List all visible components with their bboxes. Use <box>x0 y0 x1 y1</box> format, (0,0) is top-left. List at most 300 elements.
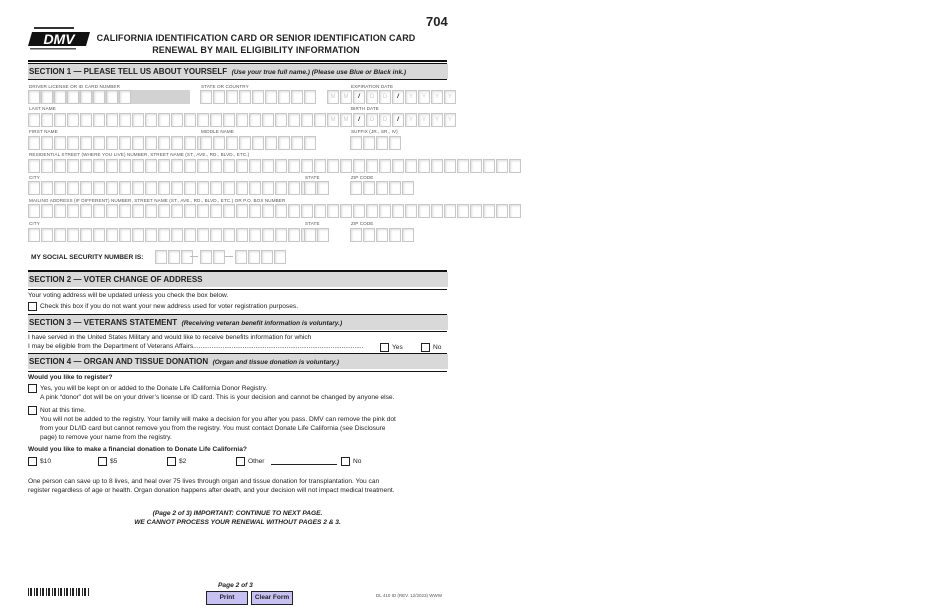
input-cell[interactable] <box>249 181 261 195</box>
ssn-part-1-input[interactable] <box>155 250 194 264</box>
input-cell[interactable] <box>301 159 313 173</box>
input-cell[interactable] <box>288 204 300 218</box>
input-cell[interactable] <box>93 159 105 173</box>
input-cell[interactable] <box>275 159 287 173</box>
input-cell[interactable] <box>376 228 388 242</box>
input-cell[interactable] <box>145 159 157 173</box>
input-cell[interactable] <box>376 136 388 150</box>
input-cell[interactable]: / <box>392 90 404 104</box>
state-country-input[interactable] <box>200 90 317 104</box>
input-cell[interactable]: Y <box>431 90 443 104</box>
input-cell[interactable] <box>457 204 469 218</box>
divider <box>28 331 447 332</box>
input-cell[interactable] <box>366 204 378 218</box>
veterans-yes-checkbox[interactable] <box>380 343 389 352</box>
input-cell[interactable] <box>171 228 183 242</box>
input-cell[interactable] <box>223 181 235 195</box>
zip-input[interactable] <box>350 181 415 195</box>
input-cell[interactable] <box>275 113 287 127</box>
input-cell[interactable] <box>41 113 53 127</box>
input-cell[interactable] <box>184 228 196 242</box>
input-cell[interactable] <box>132 181 144 195</box>
input-cell[interactable] <box>54 90 66 104</box>
input-cell[interactable]: Y <box>444 113 456 127</box>
middle-name-input[interactable] <box>200 136 317 150</box>
input-cell[interactable] <box>350 136 362 150</box>
input-cell[interactable] <box>155 250 167 264</box>
print-button[interactable]: Print <box>206 591 248 605</box>
input-cell[interactable] <box>496 204 508 218</box>
input-cell[interactable] <box>54 181 66 195</box>
divider <box>28 289 447 290</box>
dash <box>190 256 198 257</box>
input-cell[interactable] <box>262 113 274 127</box>
input-cell[interactable] <box>444 204 456 218</box>
donation-no-checkbox[interactable] <box>341 457 350 466</box>
first-name-input[interactable] <box>28 136 210 150</box>
input-cell[interactable]: D <box>366 90 378 104</box>
input-cell[interactable] <box>363 228 375 242</box>
input-cell[interactable] <box>223 113 235 127</box>
input-cell[interactable] <box>119 181 131 195</box>
input-cell[interactable] <box>171 204 183 218</box>
input-cell[interactable] <box>119 204 131 218</box>
ssn-part-2-input[interactable] <box>200 250 226 264</box>
input-cell[interactable] <box>291 90 303 104</box>
input-cell[interactable] <box>119 136 131 150</box>
donor-yes-checkbox[interactable] <box>28 384 37 393</box>
input-cell[interactable] <box>252 136 264 150</box>
input-cell[interactable]: Y <box>418 113 430 127</box>
input-cell[interactable] <box>54 228 66 242</box>
input-cell[interactable] <box>132 228 144 242</box>
input-cell[interactable] <box>392 204 404 218</box>
donor-not-now-detail-1: You will not be added to the registry. Your family will make a decision for you after you pass. DMV can remove the pink dot <box>40 416 396 423</box>
donor-not-now-checkbox[interactable] <box>28 406 37 415</box>
input-cell[interactable] <box>265 90 277 104</box>
donation-2-option[interactable] <box>167 457 186 466</box>
dl-number-input[interactable] <box>28 90 132 104</box>
input-cell[interactable] <box>350 228 362 242</box>
veterans-no-checkbox[interactable] <box>421 343 430 352</box>
input-cell[interactable] <box>80 90 92 104</box>
input-cell[interactable] <box>405 159 417 173</box>
input-cell[interactable] <box>301 113 313 127</box>
input-cell[interactable] <box>54 204 66 218</box>
input-cell[interactable] <box>197 181 209 195</box>
input-cell[interactable] <box>158 159 170 173</box>
dash <box>225 256 233 257</box>
input-cell[interactable] <box>389 228 401 242</box>
donation-2-label: $2 <box>179 458 187 465</box>
input-cell[interactable] <box>278 136 290 150</box>
input-cell[interactable] <box>288 113 300 127</box>
birth-date-label: BIRTH DATE <box>351 106 379 111</box>
input-cell[interactable] <box>350 181 362 195</box>
input-cell[interactable] <box>274 250 286 264</box>
input-cell[interactable] <box>248 250 260 264</box>
input-cell[interactable] <box>483 204 495 218</box>
input-cell[interactable] <box>145 136 157 150</box>
input-cell[interactable] <box>236 159 248 173</box>
input-cell[interactable] <box>317 181 329 195</box>
input-cell[interactable] <box>509 159 521 173</box>
input-cell[interactable] <box>288 228 300 242</box>
mailing-state-label: STATE <box>305 221 320 226</box>
input-cell[interactable] <box>236 228 248 242</box>
input-cell[interactable] <box>106 113 118 127</box>
input-cell[interactable] <box>184 159 196 173</box>
input-cell[interactable] <box>275 204 287 218</box>
input-cell[interactable] <box>28 136 40 150</box>
input-cell[interactable] <box>340 159 352 173</box>
voter-opt-out-option[interactable] <box>28 302 298 311</box>
input-cell[interactable] <box>145 181 157 195</box>
input-cell[interactable] <box>226 136 238 150</box>
input-cell[interactable] <box>236 204 248 218</box>
input-cell[interactable] <box>54 136 66 150</box>
donation-no-option[interactable] <box>341 457 361 466</box>
veterans-no-option[interactable] <box>421 343 441 352</box>
input-cell[interactable] <box>509 204 521 218</box>
input-cell[interactable] <box>184 113 196 127</box>
input-cell[interactable] <box>106 159 118 173</box>
input-cell[interactable] <box>67 204 79 218</box>
input-cell[interactable] <box>80 228 92 242</box>
mailing-zip-input[interactable] <box>350 228 415 242</box>
input-cell[interactable] <box>106 228 118 242</box>
input-cell[interactable] <box>67 181 79 195</box>
input-cell[interactable] <box>431 159 443 173</box>
input-cell[interactable] <box>457 159 469 173</box>
input-cell[interactable] <box>93 204 105 218</box>
input-cell[interactable] <box>158 228 170 242</box>
input-cell[interactable] <box>200 136 212 150</box>
input-cell[interactable] <box>171 113 183 127</box>
donor-yes-option[interactable] <box>28 384 267 393</box>
input-cell[interactable] <box>132 204 144 218</box>
mailing-zip-label: ZIP CODE <box>351 221 374 226</box>
input-cell[interactable] <box>249 204 261 218</box>
voter-opt-out-checkbox[interactable] <box>28 302 37 311</box>
input-cell[interactable] <box>327 159 339 173</box>
section-1-title: SECTION 1 — PLEASE TELL US ABOUT YOURSELF <box>29 67 228 76</box>
input-cell[interactable] <box>132 113 144 127</box>
input-cell[interactable] <box>158 204 170 218</box>
input-cell[interactable] <box>363 136 375 150</box>
input-cell[interactable] <box>288 159 300 173</box>
state-input[interactable] <box>304 181 330 195</box>
input-cell[interactable] <box>291 136 303 150</box>
input-cell[interactable]: / <box>353 113 365 127</box>
input-cell[interactable] <box>181 250 193 264</box>
input-cell[interactable] <box>41 181 53 195</box>
input-cell[interactable] <box>405 204 417 218</box>
input-cell[interactable] <box>41 204 53 218</box>
input-cell[interactable] <box>317 228 329 242</box>
input-cell[interactable] <box>158 181 170 195</box>
input-cell[interactable] <box>168 250 180 264</box>
section-3-heading <box>28 315 448 330</box>
input-cell[interactable] <box>236 113 248 127</box>
input-cell[interactable] <box>145 228 157 242</box>
input-cell[interactable] <box>28 113 40 127</box>
veterans-text-line-2: I may be eligible from the Department of Veterans Affairs............................................................................................. <box>28 343 364 350</box>
input-cell[interactable] <box>93 181 105 195</box>
input-cell[interactable] <box>200 90 212 104</box>
state-label: STATE <box>305 175 320 180</box>
input-cell[interactable] <box>402 181 414 195</box>
donation-10-checkbox[interactable] <box>28 457 37 466</box>
input-cell[interactable] <box>262 204 274 218</box>
donation-5-checkbox[interactable] <box>98 457 107 466</box>
input-cell[interactable] <box>200 250 212 264</box>
input-cell[interactable] <box>197 113 209 127</box>
input-cell[interactable] <box>106 204 118 218</box>
input-cell[interactable] <box>223 228 235 242</box>
input-cell[interactable] <box>106 90 118 104</box>
input-cell[interactable] <box>158 136 170 150</box>
input-cell[interactable]: D <box>379 113 391 127</box>
input-cell[interactable] <box>379 204 391 218</box>
input-cell[interactable] <box>93 90 105 104</box>
input-cell[interactable] <box>314 159 326 173</box>
input-cell[interactable] <box>444 159 456 173</box>
veterans-yes-option[interactable] <box>380 343 403 352</box>
donation-2-checkbox[interactable] <box>167 457 176 466</box>
input-cell[interactable] <box>265 136 277 150</box>
input-cell[interactable] <box>418 204 430 218</box>
input-cell[interactable] <box>249 228 261 242</box>
input-cell[interactable] <box>106 136 118 150</box>
input-cell[interactable] <box>210 181 222 195</box>
input-cell[interactable]: Y <box>431 113 443 127</box>
barcode <box>28 588 90 596</box>
continue-notice-line-2: WE CANNOT PROCESS YOUR RENEWAL WITHOUT PAGES 2 & 3. <box>134 518 341 526</box>
mailing-city-input[interactable] <box>28 228 327 242</box>
input-cell[interactable] <box>132 136 144 150</box>
input-cell[interactable] <box>239 90 251 104</box>
input-cell[interactable] <box>210 159 222 173</box>
input-cell[interactable] <box>93 136 105 150</box>
voter-opt-out-label: Check this box if you do not want your new address used for voter registration purposes. <box>40 303 299 310</box>
input-cell[interactable] <box>67 228 79 242</box>
input-cell[interactable] <box>197 159 209 173</box>
input-cell[interactable] <box>353 159 365 173</box>
input-cell[interactable] <box>262 181 274 195</box>
section-2-heading <box>28 272 448 287</box>
input-cell[interactable] <box>262 159 274 173</box>
input-cell[interactable] <box>213 250 225 264</box>
input-cell[interactable] <box>80 113 92 127</box>
input-cell[interactable] <box>213 90 225 104</box>
input-cell[interactable] <box>314 113 326 127</box>
input-cell[interactable]: Y <box>405 113 417 127</box>
input-cell[interactable] <box>389 136 401 150</box>
mailing-address-input[interactable] <box>28 204 522 218</box>
input-cell[interactable] <box>376 181 388 195</box>
donation-info-line-2: register regardless of age or health. Organ donation happens after death, and your decision will not impact medical treatment. <box>28 487 395 494</box>
input-cell[interactable] <box>223 159 235 173</box>
input-cell[interactable] <box>379 159 391 173</box>
clear-form-button[interactable]: Clear Form <box>251 591 293 605</box>
input-cell[interactable] <box>210 113 222 127</box>
input-cell[interactable]: / <box>392 113 404 127</box>
form-title <box>96 32 416 56</box>
input-cell[interactable] <box>262 228 274 242</box>
input-cell[interactable] <box>340 204 352 218</box>
input-cell[interactable] <box>28 181 40 195</box>
suffix-input[interactable] <box>350 136 402 150</box>
input-cell[interactable] <box>327 204 339 218</box>
input-cell[interactable] <box>392 159 404 173</box>
input-cell[interactable] <box>119 113 131 127</box>
title-line-1: CALIFORNIA IDENTIFICATION CARD OR SENIOR IDENTIFICATION CARD <box>96 33 416 43</box>
input-cell[interactable] <box>132 159 144 173</box>
donor-not-now-detail-3: page) to remove your name from the registry. <box>40 434 172 441</box>
input-cell[interactable] <box>197 204 209 218</box>
input-cell[interactable] <box>54 159 66 173</box>
input-cell[interactable] <box>210 228 222 242</box>
input-cell[interactable] <box>171 159 183 173</box>
input-cell[interactable] <box>28 228 40 242</box>
input-cell[interactable]: / <box>353 90 365 104</box>
input-cell[interactable] <box>184 181 196 195</box>
last-name-input[interactable] <box>28 113 340 127</box>
input-cell[interactable]: M <box>340 113 352 127</box>
input-cell[interactable] <box>496 159 508 173</box>
ssn-part-3-input[interactable] <box>235 250 287 264</box>
input-cell[interactable] <box>249 159 261 173</box>
input-cell[interactable] <box>252 90 264 104</box>
input-cell[interactable] <box>288 181 300 195</box>
input-cell[interactable] <box>275 181 287 195</box>
donor-yes-label: Yes, you will be kept on or added to the Donate Life California Donor Registry. <box>40 385 268 392</box>
input-cell[interactable] <box>28 159 40 173</box>
input-cell[interactable]: Y <box>418 90 430 104</box>
form-id: DL 410 ID (REV. 12/2023) WWW <box>376 593 442 598</box>
input-cell[interactable] <box>470 159 482 173</box>
input-cell[interactable] <box>470 204 482 218</box>
input-cell[interactable] <box>93 113 105 127</box>
donor-not-now-option[interactable] <box>28 406 86 415</box>
input-cell[interactable] <box>80 159 92 173</box>
residential-street-input[interactable] <box>28 159 522 173</box>
input-cell[interactable] <box>278 90 290 104</box>
input-cell[interactable] <box>119 228 131 242</box>
input-cell[interactable] <box>28 90 40 104</box>
input-cell[interactable] <box>314 204 326 218</box>
input-cell[interactable] <box>239 136 251 150</box>
birth-date-input[interactable] <box>327 113 457 127</box>
input-cell[interactable] <box>54 113 66 127</box>
input-cell[interactable] <box>119 90 131 104</box>
input-cell[interactable] <box>184 204 196 218</box>
input-cell[interactable] <box>171 181 183 195</box>
input-cell[interactable] <box>184 136 196 150</box>
expiration-date-label: EXPIRATION DATE <box>351 84 394 89</box>
input-cell[interactable] <box>145 113 157 127</box>
input-cell[interactable] <box>145 204 157 218</box>
city-input[interactable] <box>28 181 327 195</box>
input-cell[interactable] <box>171 136 183 150</box>
input-cell[interactable] <box>67 90 79 104</box>
input-cell[interactable] <box>235 250 247 264</box>
input-cell[interactable] <box>301 204 313 218</box>
input-cell[interactable] <box>402 228 414 242</box>
mailing-state-input[interactable] <box>304 228 330 242</box>
input-cell[interactable] <box>236 181 248 195</box>
input-cell[interactable] <box>353 204 365 218</box>
input-cell[interactable] <box>119 159 131 173</box>
input-cell[interactable]: Y <box>444 90 456 104</box>
input-cell[interactable] <box>41 136 53 150</box>
input-cell[interactable] <box>261 250 273 264</box>
input-cell[interactable] <box>197 228 209 242</box>
input-cell[interactable] <box>67 136 79 150</box>
input-cell[interactable] <box>249 113 261 127</box>
input-cell[interactable]: M <box>327 90 339 104</box>
input-cell[interactable] <box>431 204 443 218</box>
input-cell[interactable] <box>93 228 105 242</box>
input-cell[interactable]: Y <box>405 90 417 104</box>
input-cell[interactable] <box>158 113 170 127</box>
donor-not-now-label: Not at this time. <box>40 407 86 414</box>
input-cell[interactable] <box>226 90 238 104</box>
section-3-title: SECTION 3 — VETERANS STATEMENT <box>29 318 178 327</box>
input-cell[interactable]: M <box>340 90 352 104</box>
input-cell[interactable] <box>41 228 53 242</box>
input-cell[interactable] <box>366 159 378 173</box>
input-cell[interactable] <box>41 159 53 173</box>
input-cell[interactable] <box>210 204 222 218</box>
input-cell[interactable] <box>28 204 40 218</box>
input-cell[interactable] <box>213 136 225 150</box>
input-cell[interactable] <box>389 181 401 195</box>
input-cell[interactable] <box>106 181 118 195</box>
input-cell[interactable] <box>67 159 79 173</box>
input-cell[interactable] <box>418 159 430 173</box>
input-cell[interactable]: D <box>366 113 378 127</box>
mailing-city-label: CITY <box>29 221 40 226</box>
input-cell[interactable] <box>304 228 316 242</box>
input-cell[interactable] <box>304 136 316 150</box>
input-cell[interactable] <box>80 136 92 150</box>
divider <box>28 60 447 62</box>
input-cell[interactable] <box>304 90 316 104</box>
input-cell[interactable] <box>80 204 92 218</box>
input-cell[interactable] <box>41 90 53 104</box>
input-cell[interactable] <box>304 181 316 195</box>
input-cell[interactable] <box>363 181 375 195</box>
input-cell[interactable] <box>80 181 92 195</box>
expiration-date-input[interactable] <box>327 90 457 104</box>
donation-5-option[interactable] <box>98 457 117 466</box>
input-cell[interactable]: D <box>379 90 391 104</box>
section-4-heading <box>28 354 448 369</box>
donation-10-option[interactable] <box>28 457 51 466</box>
input-cell[interactable] <box>483 159 495 173</box>
input-cell[interactable]: M <box>327 113 339 127</box>
donation-other-checkbox[interactable] <box>236 457 245 466</box>
title-line-2: RENEWAL BY MAIL ELIGIBILITY INFORMATION <box>152 45 360 55</box>
input-cell[interactable] <box>223 204 235 218</box>
donation-other-option[interactable] <box>236 457 265 466</box>
input-cell[interactable] <box>67 113 79 127</box>
section-4-note: (Organ and tissue donation is voluntary.) <box>212 359 340 366</box>
input-cell[interactable] <box>275 228 287 242</box>
donation-other-amount-input[interactable] <box>271 464 337 465</box>
